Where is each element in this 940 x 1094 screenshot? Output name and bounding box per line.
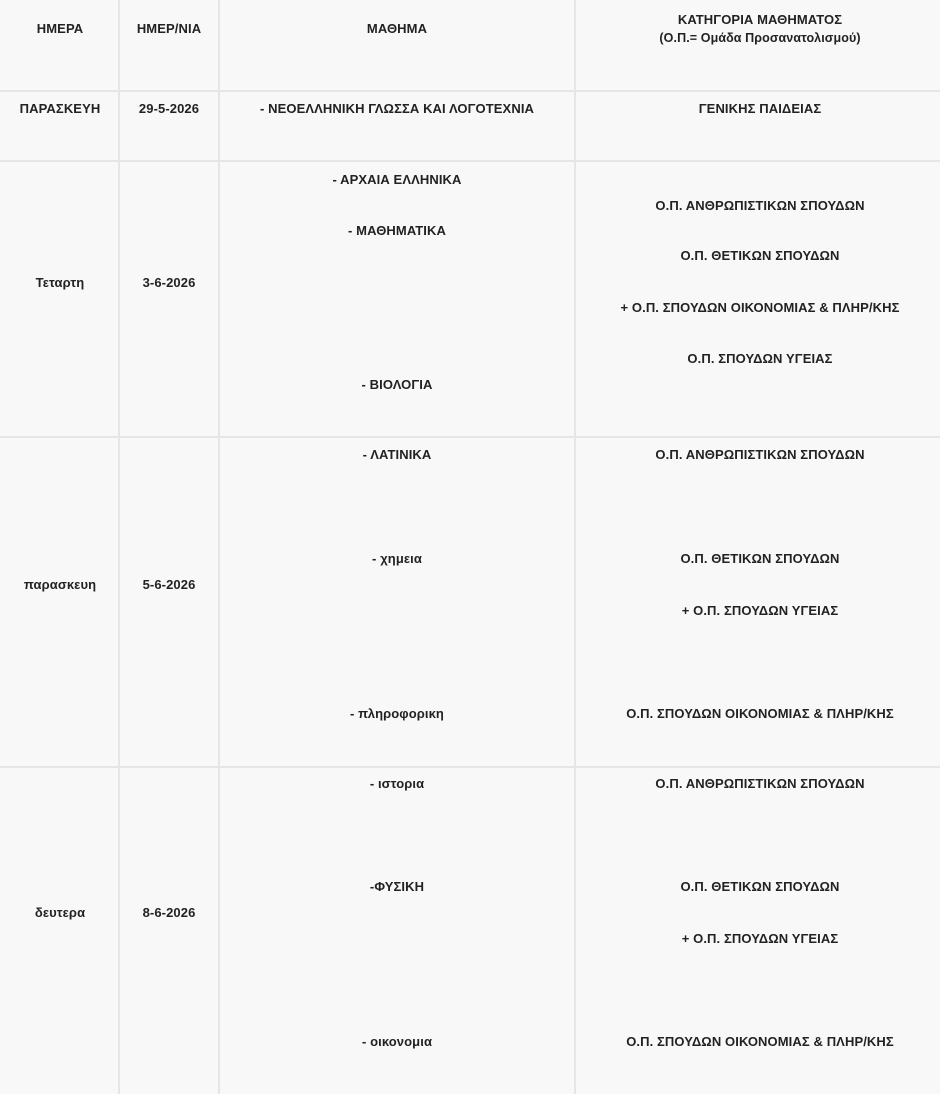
row-subject: - ΝΕΟΕΛΛΗΝΙΚΗ ΓΛΩΣΣΑ ΚΑΙ ΛΟΓΟΤΕΧΝΙΑ [259,101,535,116]
row-category: Ο.Π. ΣΠΟΥΔΩΝ ΥΓΕΙΑΣ [687,351,833,366]
row-day: δευτερα [34,905,86,920]
row-category: Ο.Π. ΣΠΟΥΔΩΝ ΟΙΚΟΝΟΜΙΑΣ & ΠΛΗΡ/ΚΗΣ [626,706,894,721]
table-row [0,768,118,1094]
row-category: + Ο.Π. ΣΠΟΥΔΩΝ ΟΙΚΟΝΟΜΙΑΣ & ΠΛΗΡ/ΚΗΣ [620,300,900,315]
row-subject: - πληροφορικη [350,706,444,721]
row-subject: -ΦΥΣΙΚΗ [369,879,425,894]
row-day: Τεταρτη [35,275,85,290]
row-subject: - οικονομια [361,1034,433,1049]
row-category: Ο.Π. ΑΝΘΡΩΠΙΣΤΙΚΩΝ ΣΠΟΥΔΩΝ [655,447,865,462]
row-day: παρασκευη [23,577,97,592]
row-category: Ο.Π. ΣΠΟΥΔΩΝ ΟΙΚΟΝΟΜΙΑΣ & ΠΛΗΡ/ΚΗΣ [626,1034,894,1049]
header-date: ΗΜΕΡ/ΝΙΑ [136,21,202,36]
row-subject: - ΒΙΟΛΟΓΙΑ [361,377,433,392]
header-category-note: (Ο.Π.= Ομάδα Προσανατολισμού) [659,31,861,45]
table-row [220,162,574,436]
row-category: Ο.Π. ΑΝΘΡΩΠΙΣΤΙΚΩΝ ΣΠΟΥΔΩΝ [655,198,865,213]
row-category: Ο.Π. ΘΕΤΙΚΩΝ ΣΠΟΥΔΩΝ [680,551,840,566]
row-category: Ο.Π. ΘΕΤΙΚΩΝ ΣΠΟΥΔΩΝ [680,248,840,263]
header-cell-date [120,0,218,90]
table-row [0,162,118,436]
row-date: 8-6-2026 [142,905,196,920]
header-day: ΗΜΕΡΑ [36,21,84,36]
row-date: 5-6-2026 [142,577,196,592]
row-date: 29-5-2026 [138,101,200,116]
table-row [0,438,118,766]
header-subject: ΜΑΘΗΜΑ [366,21,428,36]
row-category: Ο.Π. ΑΝΘΡΩΠΙΣΤΙΚΩΝ ΣΠΟΥΔΩΝ [655,776,865,791]
header-cell-day [0,0,118,90]
row-category: + Ο.Π. ΣΠΟΥΔΩΝ ΥΓΕΙΑΣ [681,931,839,946]
table-row [120,768,218,1094]
row-subject: - ιστορια [369,776,425,791]
row-date: 3-6-2026 [142,275,196,290]
table-row [120,162,218,436]
row-subject: - ΛΑΤΙΝΙΚΑ [362,447,432,462]
row-category: ΓΕΝΙΚΗΣ ΠΑΙΔΕΙΑΣ [698,101,822,116]
row-category: + Ο.Π. ΣΠΟΥΔΩΝ ΥΓΕΙΑΣ [681,603,839,618]
row-subject: - ΜΑΘΗΜΑΤΙΚΑ [348,223,446,238]
table-row [120,438,218,766]
row-subject: - χημεια [372,551,422,566]
header-cell-subject [220,0,574,90]
row-subject: - ΑΡΧΑΙΑ ΕΛΛΗΝΙΚΑ [332,172,462,187]
row-day: ΠΑΡΑΣΚΕΥΗ [19,101,101,116]
row-category: Ο.Π. ΘΕΤΙΚΩΝ ΣΠΟΥΔΩΝ [680,879,840,894]
header-category: ΚΑΤΗΓΟΡΙΑ ΜΑΘΗΜΑΤΟΣ [677,12,843,27]
